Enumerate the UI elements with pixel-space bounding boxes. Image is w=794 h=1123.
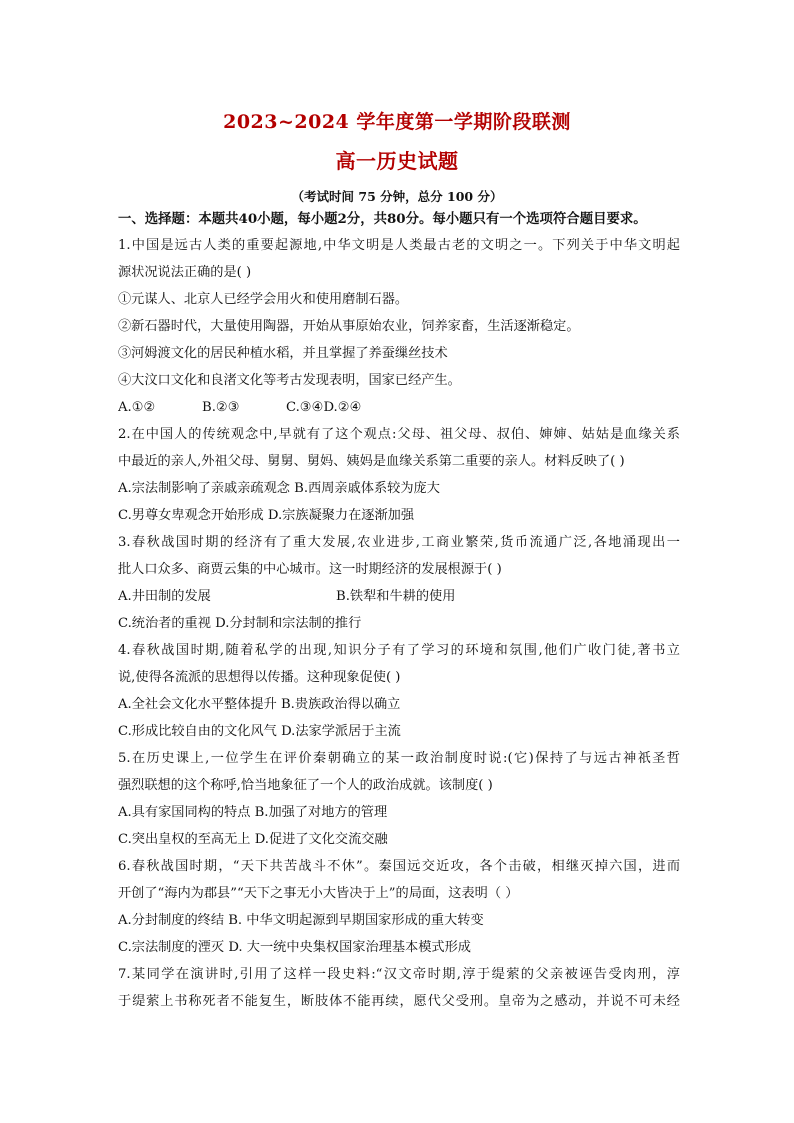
- q1-item1: ①元谋人、北京人已经学会用火和使用磨制石器。: [118, 292, 409, 307]
- q3-option-a[interactable]: A.井田制的发展: [118, 589, 211, 604]
- q1-item2: ②新石器时代，大量使用陶器，开始从事原始农业，饲养家畜，生活逐渐稳定。: [118, 319, 580, 334]
- q3-stem-line2: 批人口众多、商贾云集的中心城市。这一时期经济的发展根源于( ): [118, 562, 502, 577]
- q1-option-cd[interactable]: C.③④D.②④: [286, 400, 362, 415]
- q1-option-b[interactable]: B.②③: [202, 400, 240, 415]
- q7-stem-line2: 于缇萦上书称死者不能复生，断肢体不能再续，愿代父受刑。皇帝为之感动，并说不可未经: [118, 994, 680, 1009]
- q6-options-cd[interactable]: C.宗法制度的湮灭 D. 大一统中央集权国家治理基本模式形成: [118, 940, 471, 955]
- q2-stem-line2: 中最近的亲人,外祖父母、舅舅、舅妈、姨妈是血缘关系第二重要的亲人。材料反映了( ): [118, 454, 625, 469]
- q4-stem-line1: 4.春秋战国时期,随着私学的出现,知识分子有了学习的环境和氛围,他们广收门徒,著书立: [118, 643, 680, 658]
- q4-options-cd[interactable]: C.形成比较自由的文化风气 D.法家学派居于主流: [118, 724, 401, 739]
- q5-options-cd[interactable]: C.突出皇权的至高无上 D.促进了文化交流交融: [118, 832, 388, 847]
- q6-stem-line1: 6.春秋战国时期，“天下共苦战斗不休”。秦国远交近攻，各个击破，相继灭掉六国，进而: [118, 859, 680, 874]
- q2-options-ab[interactable]: A.宗法制影响了亲戚亲疏观念 B.西周亲戚体系较为庞大: [118, 481, 440, 496]
- section-heading: 一、选择题：本题共40小题，每小题2分，共80分。每小题只有一个选项符合题目要求。: [118, 211, 647, 227]
- q6-options-ab[interactable]: A.分封制度的终结 B. 中华文明起源到早期国家形成的重大转变: [118, 913, 484, 928]
- q3-options-ab: [118, 583, 680, 610]
- q4-stem-line2: 说,使得各流派的思想得以传播。这种现象促使( ): [118, 670, 401, 685]
- question-list: [118, 206, 680, 1015]
- q1-option-a[interactable]: A.①②: [118, 400, 156, 415]
- exam-info: （考试时间 75 分钟，总分 100 分）: [291, 189, 503, 204]
- q7-stem-line1: 7.某同学在演讲时,引用了这样一段史料:“汉文帝时期,淳于缇萦的父亲被诬告受肉刑，淳: [118, 967, 680, 982]
- q1-item3: ③河姆渡文化的居民种植水稻，并且掌握了养蚕缫丝技术: [118, 346, 448, 361]
- q3-option-b[interactable]: B.铁犁和牛耕的使用: [336, 589, 456, 604]
- q2-options-cd[interactable]: C.男尊女卑观念开始形成 D.宗族凝聚力在逐渐加强: [118, 508, 415, 523]
- q4-options-ab[interactable]: A.全社会文化水平整体提升 B.贵族政治得以确立: [118, 697, 401, 712]
- q3-stem-line1: 3.春秋战国时期的经济有了重大发展,农业进步,工商业繁荣,货币流通广泛,各地涌现出一: [118, 535, 680, 550]
- q6-stem-line2: 开创了“海内为郡县”“天下之事无小大皆决于上”的局面，这表明（ ）: [118, 886, 519, 901]
- q3-options-cd[interactable]: C.统治者的重视 D.分封制和宗法制的推行: [118, 616, 362, 631]
- exam-title: 2023~2024 学年度第一学期阶段联测: [223, 111, 571, 133]
- q1-item4: ④大汶口文化和良渚文化等考古发现表明，国家已经产生。: [118, 373, 461, 388]
- q1-stem-line1: 1.中国是远古人类的重要起源地,中华文明是人类最古老的文明之一。下列关于中华文明起: [118, 238, 680, 253]
- q2-stem-line1: 2.在中国人的传统观念中,早就有了这个观点:父母、祖父母、叔伯、婶婶、姑姑是血缘关系: [118, 427, 680, 442]
- q1-options: [118, 394, 680, 421]
- q5-stem-line2: 强烈联想的这个称呼,恰当地象征了一个人的政治成就。该制度( ): [118, 778, 493, 793]
- q5-stem-line1: 5.在历史课上,一位学生在评价秦朝确立的某一政治制度时说:(它)保持了与远古神祇圣哲: [118, 751, 680, 766]
- exam-subject: 高一历史试题: [335, 149, 459, 173]
- q5-options-ab[interactable]: A.具有家国同构的特点 B.加强了对地方的管理: [118, 805, 388, 820]
- q1-stem-line2: 源状况说法正确的是( ): [118, 265, 252, 280]
